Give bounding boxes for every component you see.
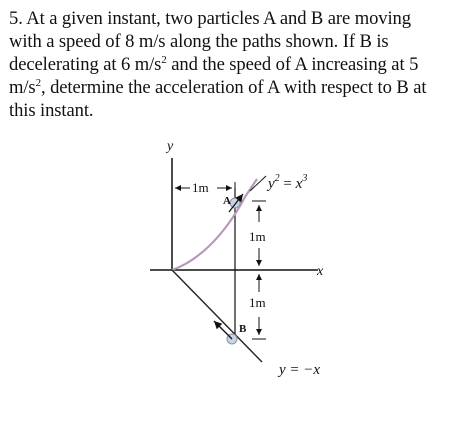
dimension-top-label: 1m	[192, 180, 209, 195]
particle-a-label: A	[223, 195, 231, 207]
problem-line-4-start: m/s	[9, 77, 36, 98]
problem-line-3-exponent: 2	[161, 53, 167, 66]
dimension-right-lower-label: 1m	[249, 295, 266, 310]
curve-a-equation	[266, 173, 307, 192]
problem-line-5: this instant.	[9, 100, 94, 121]
problem-line-4-exponent: 2	[35, 76, 41, 89]
y-axis-label: y	[167, 139, 174, 154]
curve-a-leader	[250, 176, 266, 191]
problem-line-3-start: decelerating at 6 m/s	[9, 54, 162, 75]
particle-b-velocity-arrow	[214, 321, 232, 339]
particle-b-label: B	[239, 323, 247, 335]
problem-line-2: with a speed of 8 m/s along the paths shown. If B is	[9, 31, 389, 52]
line-path-b	[172, 270, 262, 362]
curve-a-equation-equals: =	[279, 176, 296, 192]
curve-a-equation-x: x	[295, 176, 303, 192]
curve-a-equation-y-exponent: 2	[274, 173, 280, 184]
problem-line-4-end: , determine the acceleration of A with respect to B at	[40, 77, 427, 98]
curve-a-equation-y: y	[268, 176, 275, 192]
line-b-equation: y = −x	[279, 362, 321, 378]
problem-line-3-end: and the speed of A increasing at 5	[166, 54, 419, 75]
curve-path-a	[172, 179, 257, 270]
curve-a-equation-x-exponent: 3	[302, 173, 308, 184]
problem-line-1: 5. At a given instant, two particles A and B are moving	[9, 8, 411, 29]
x-axis-label: x	[317, 264, 324, 279]
dimension-right-upper-label: 1m	[249, 229, 266, 244]
